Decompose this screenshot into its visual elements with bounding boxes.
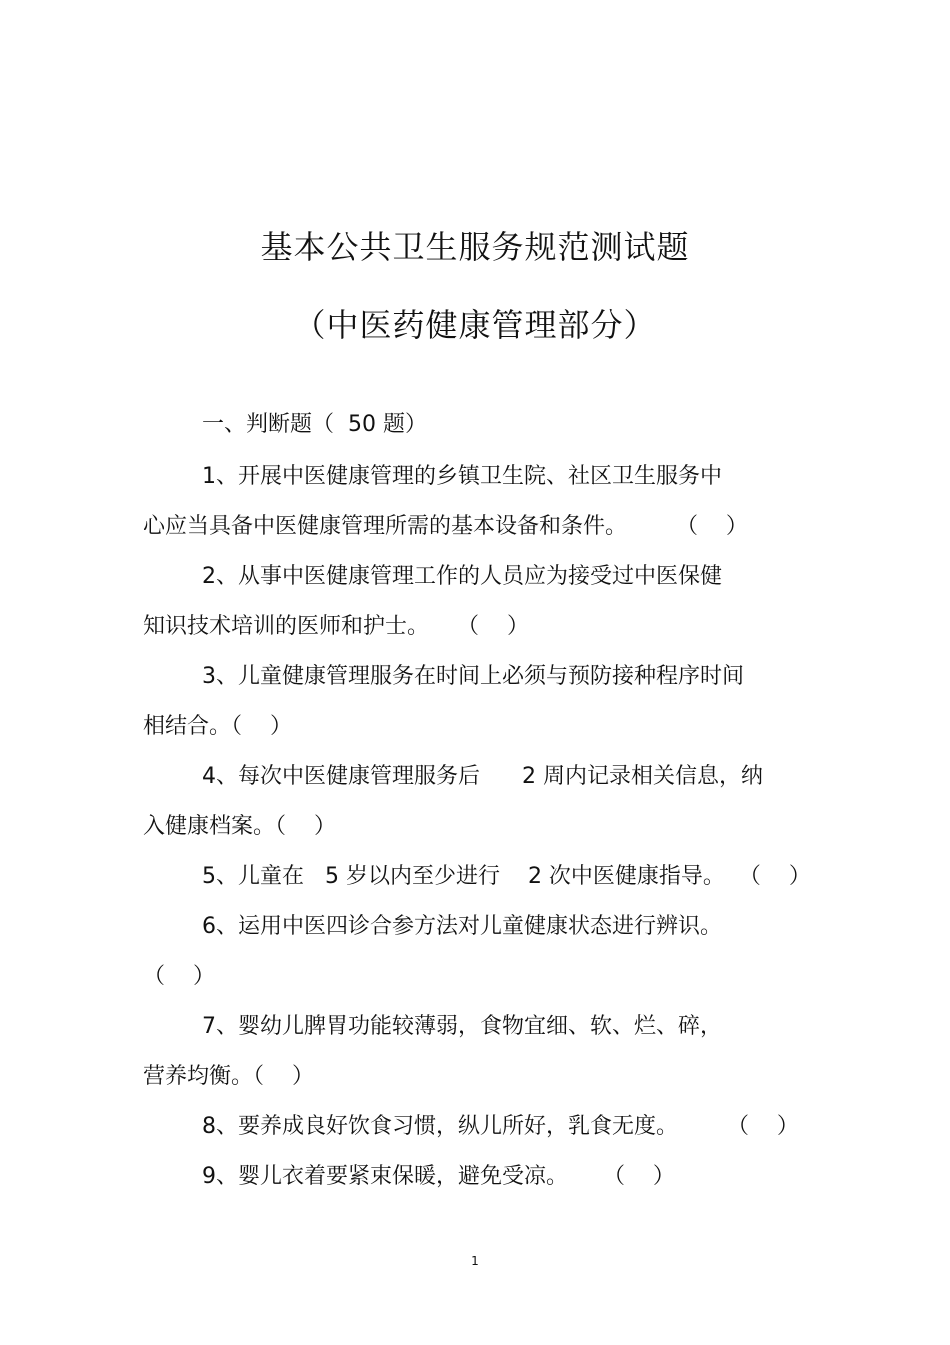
section-heading: 一、判断题（ 50 题） [202, 412, 427, 437]
question-2-line-1: 2、从事中医健康管理工作的人员应为接受过中医保健 [202, 564, 722, 589]
question-1-line-2: 心应当具备中医健康管理所需的基本设备和条件。 （ ） [143, 514, 748, 539]
question-8: 8、要养成良好饮食习惯，纵儿所好，乳食无度。 （ ） [202, 1114, 799, 1139]
question-9: 9、婴儿衣着要紧束保暖，避免受凉。 （ ） [202, 1164, 675, 1189]
question-3-line-2: 相结合。（ ） [143, 714, 292, 739]
question-7-line-1: 7、婴幼儿脾胃功能较薄弱，食物宜细、软、烂、碎， [202, 1014, 722, 1039]
question-2-line-2: 知识技术培训的医师和护士。 （ ） [143, 614, 529, 639]
question-4-line-2: 入健康档案。（ ） [143, 814, 336, 839]
question-7-line-2: 营养均衡。（ ） [143, 1064, 314, 1089]
page-number: 1 [471, 1254, 479, 1268]
question-1-line-1: 1、开展中医健康管理的乡镇卫生院、社区卫生服务中 [202, 464, 722, 489]
question-3-line-1: 3、儿童健康管理服务在时间上必须与预防接种程序时间 [202, 664, 744, 689]
document-subtitle: （中医药健康管理部分） [293, 306, 657, 344]
question-6-line-2: （ ） [143, 964, 215, 989]
question-5: 5、儿童在 5 岁以内至少进行 2 次中医健康指导。 （ ） [202, 864, 811, 889]
question-4-line-1: 4、每次中医健康管理服务后 2 周内记录相关信息，纳 [202, 764, 763, 789]
document-title: 基本公共卫生服务规范测试题 [260, 228, 690, 266]
question-6-line-1: 6、运用中医四诊合参方法对儿童健康状态进行辨识。 [202, 914, 722, 939]
